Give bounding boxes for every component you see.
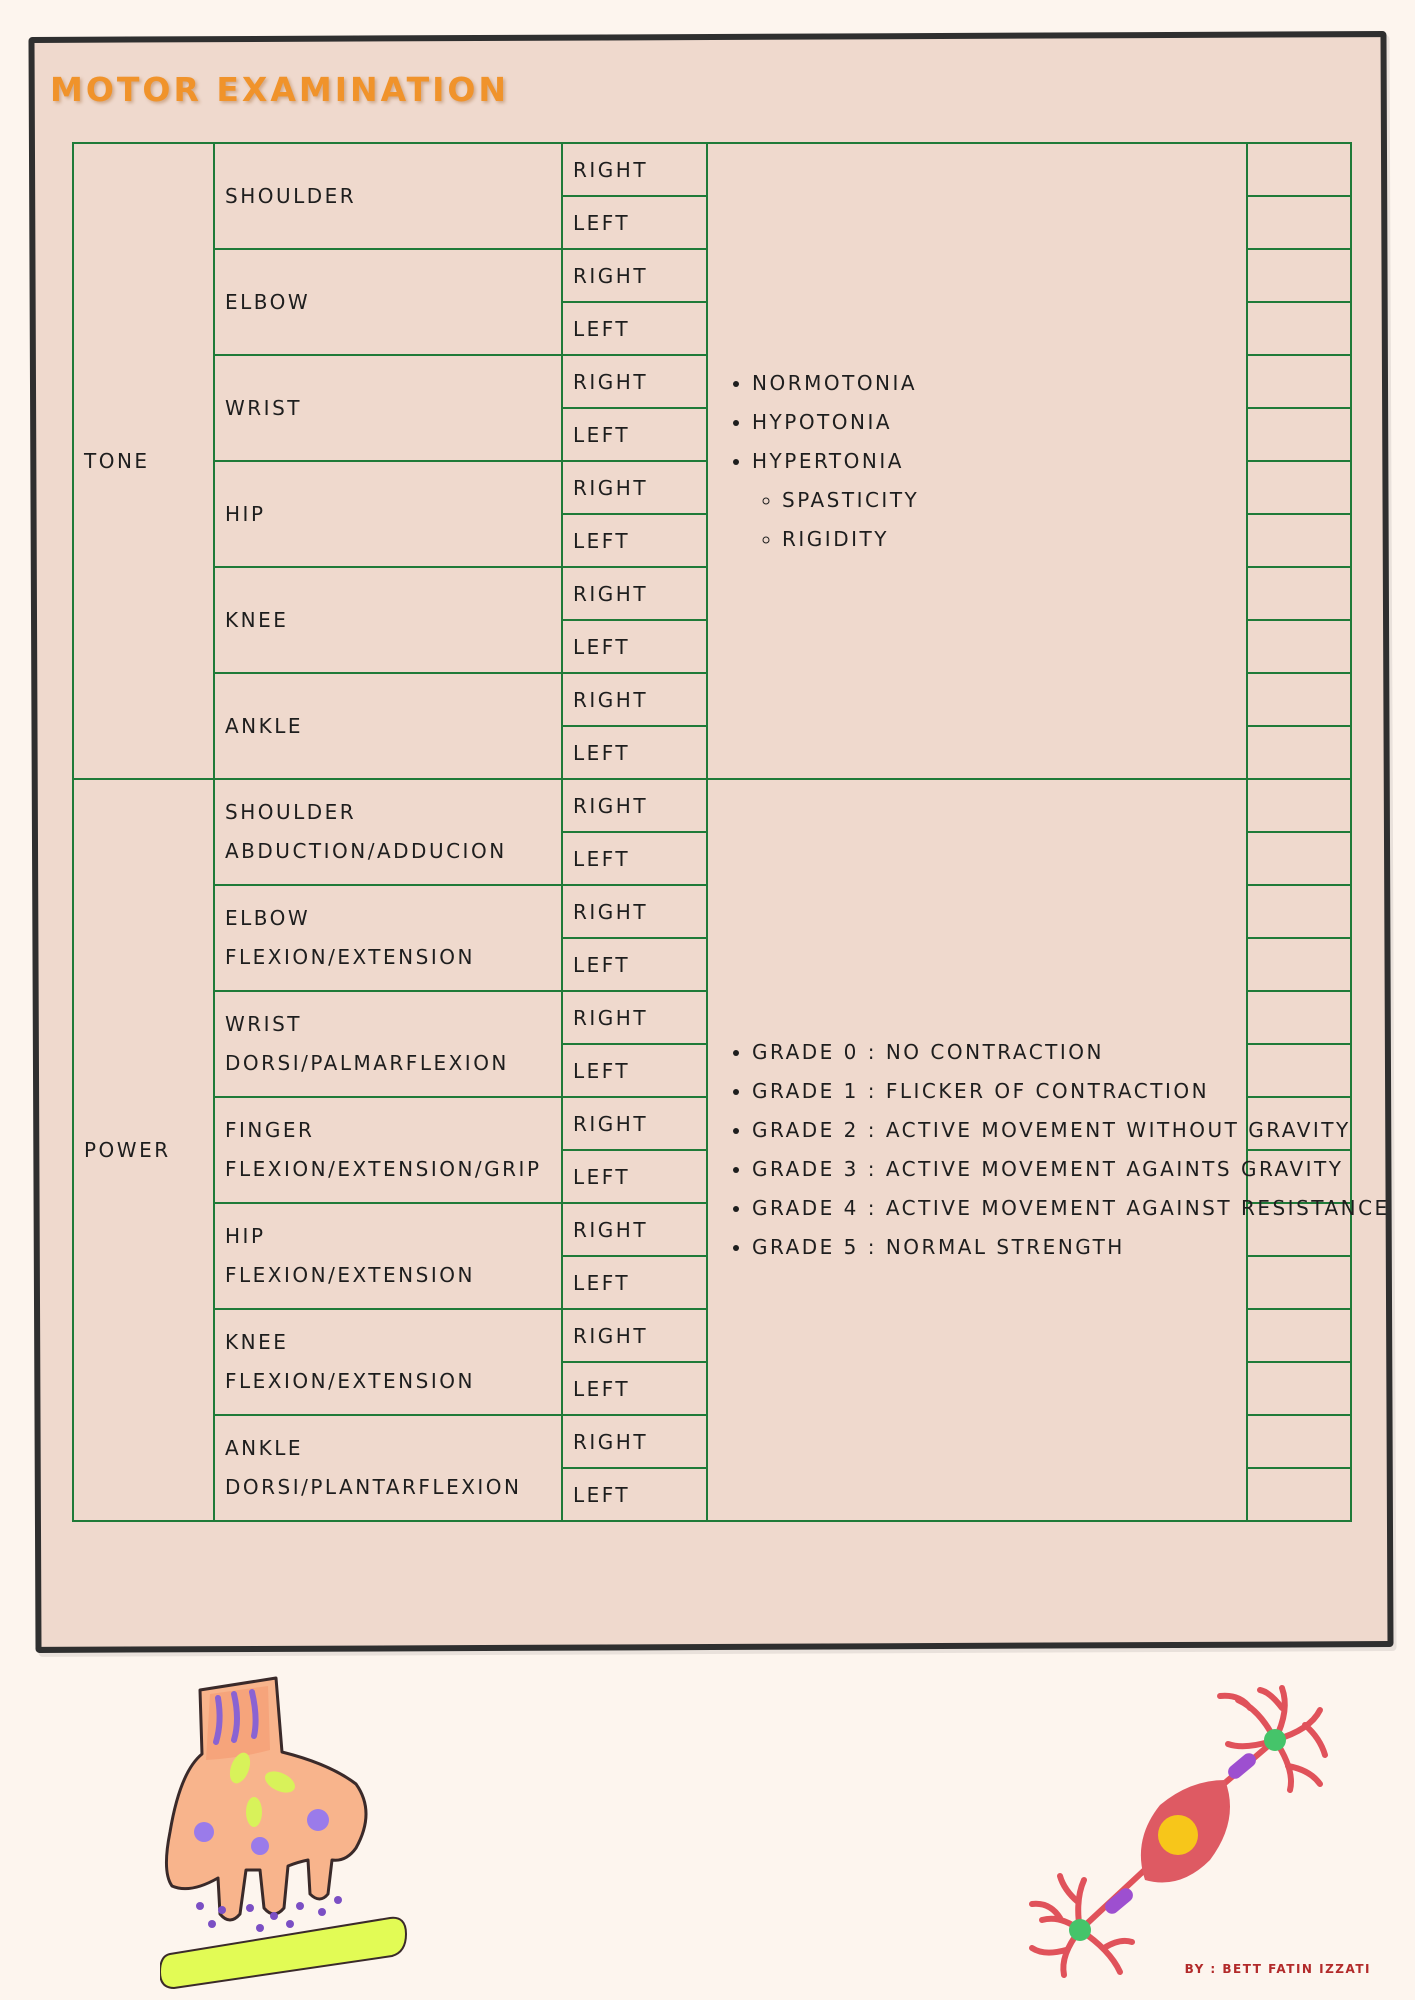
power-part-hip: [214, 1203, 562, 1309]
side-label: LEFT: [562, 302, 707, 355]
side-label: RIGHT: [562, 991, 707, 1044]
tone-part-ankle: ANKLE: [214, 673, 562, 779]
tone-part-wrist: WRIST: [214, 355, 562, 461]
side-label: LEFT: [562, 1044, 707, 1097]
result-entry-cell[interactable]: [1247, 1044, 1351, 1097]
power-part-shoulder: [214, 779, 562, 885]
tone-option: • HYPOTONIA: [752, 403, 1236, 442]
tone-category-label: TONE: [73, 143, 214, 779]
side-label: RIGHT: [562, 673, 707, 726]
table-row: [73, 143, 1351, 196]
side-label: RIGHT: [562, 1415, 707, 1468]
tone-sub-option: ◦ RIGIDITY: [782, 520, 1236, 559]
side-label: RIGHT: [562, 249, 707, 302]
result-entry-cell[interactable]: [1247, 461, 1351, 514]
side-label: RIGHT: [562, 1309, 707, 1362]
power-part-knee: [214, 1309, 562, 1415]
result-entry-cell[interactable]: [1247, 514, 1351, 567]
power-part-name: SHOULDER: [225, 800, 357, 824]
result-entry-cell[interactable]: [1247, 779, 1351, 832]
tone-option: • NORMOTONIA: [752, 364, 1236, 403]
power-part-ankle: [214, 1415, 562, 1521]
power-part-movement: FLEXION/EXTENSION/GRIP: [225, 1157, 542, 1181]
tone-options-cell: [707, 143, 1247, 779]
power-part-movement: DORSI/PLANTARFLEXION: [225, 1475, 522, 1499]
power-grades-cell: [707, 779, 1390, 1521]
result-entry-cell[interactable]: [1247, 885, 1351, 938]
side-label: LEFT: [562, 408, 707, 461]
side-label: LEFT: [562, 938, 707, 991]
result-entry-cell[interactable]: [1247, 1309, 1351, 1362]
result-entry-cell[interactable]: [1247, 1362, 1351, 1415]
result-entry-cell[interactable]: [1247, 726, 1351, 779]
tone-part-hip: HIP: [214, 461, 562, 567]
power-part-wrist: [214, 991, 562, 1097]
result-entry-cell[interactable]: [1247, 938, 1351, 991]
power-part-movement: FLEXION/EXTENSION: [225, 1369, 475, 1393]
power-part-elbow: [214, 885, 562, 991]
result-entry-cell[interactable]: [1247, 620, 1351, 673]
power-part-movement: FLEXION/EXTENSION: [225, 945, 475, 969]
result-entry-cell[interactable]: [1247, 673, 1351, 726]
table-row: [73, 779, 1351, 832]
result-entry-cell[interactable]: [1247, 249, 1351, 302]
result-entry-cell[interactable]: [1247, 832, 1351, 885]
power-part-name: HIP: [225, 1224, 266, 1248]
result-entry-cell[interactable]: [1247, 1415, 1351, 1468]
side-label: RIGHT: [562, 355, 707, 408]
side-label: LEFT: [562, 196, 707, 249]
side-label: LEFT: [562, 514, 707, 567]
result-entry-cell[interactable]: [1247, 355, 1351, 408]
tone-sub-options-list: [752, 481, 1236, 559]
power-grades-list: [718, 1033, 1390, 1267]
power-grade: • GRADE 2 : ACTIVE MOVEMENT WITHOUT GRAVITY: [752, 1111, 1236, 1150]
power-part-name: FINGER: [225, 1118, 315, 1142]
side-label: LEFT: [562, 832, 707, 885]
power-part-name: WRIST: [225, 1012, 302, 1036]
side-label: RIGHT: [562, 1203, 707, 1256]
power-grade: • GRADE 0 : NO CONTRACTION: [752, 1033, 1236, 1072]
tone-option-label: HYPERTONIA: [752, 448, 904, 473]
side-label: LEFT: [562, 1468, 707, 1521]
tone-part-shoulder: SHOULDER: [214, 143, 562, 249]
tone-option: [752, 442, 1236, 559]
side-label: RIGHT: [562, 461, 707, 514]
result-entry-cell[interactable]: [1247, 196, 1351, 249]
power-part-finger: [214, 1097, 562, 1203]
tone-part-knee: KNEE: [214, 567, 562, 673]
result-entry-cell[interactable]: [1247, 1468, 1351, 1521]
power-grade: • GRADE 4 : ACTIVE MOVEMENT AGAINST RESISTANCE: [752, 1189, 1236, 1228]
power-grade: • GRADE 5 : NORMAL STRENGTH: [752, 1228, 1236, 1267]
side-label: RIGHT: [562, 885, 707, 938]
power-part-name: KNEE: [225, 1330, 289, 1354]
motor-exam-table: [72, 142, 1390, 1522]
power-part-name: ELBOW: [225, 906, 311, 930]
side-label: LEFT: [562, 726, 707, 779]
side-label: LEFT: [562, 1256, 707, 1309]
side-label: RIGHT: [562, 567, 707, 620]
side-label: RIGHT: [562, 779, 707, 832]
result-entry-cell[interactable]: [1247, 143, 1351, 196]
side-label: LEFT: [562, 1362, 707, 1415]
tone-options-list: [718, 364, 1236, 559]
side-label: RIGHT: [562, 1097, 707, 1150]
page-title: MOTOR EXAMINATION: [50, 70, 510, 109]
power-grade: • GRADE 3 : ACTIVE MOVEMENT AGAINTS GRAVITY: [752, 1150, 1236, 1189]
result-entry-cell[interactable]: [1247, 1256, 1351, 1309]
result-entry-cell[interactable]: [1247, 302, 1351, 355]
side-label: LEFT: [562, 620, 707, 673]
neuron-illustration: [1020, 1680, 1340, 1980]
side-label: RIGHT: [562, 143, 707, 196]
power-part-movement: FLEXION/EXTENSION: [225, 1263, 475, 1287]
tone-sub-option: ◦ SPASTICITY: [782, 481, 1236, 520]
result-entry-cell[interactable]: [1247, 991, 1351, 1044]
power-grade: • GRADE 1 : FLICKER OF CONTRACTION: [752, 1072, 1236, 1111]
power-part-name: ANKLE: [225, 1436, 304, 1460]
author-credit: BY : BETT FATIN IZZATI: [1184, 1962, 1371, 1976]
power-part-movement: ABDUCTION/ADDUCION: [225, 839, 507, 863]
power-category-label: POWER: [73, 779, 214, 1521]
synapse-illustration: [160, 1672, 410, 1992]
tone-part-elbow: ELBOW: [214, 249, 562, 355]
side-label: LEFT: [562, 1150, 707, 1203]
result-entry-cell[interactable]: [1247, 567, 1351, 620]
power-part-movement: DORSI/PALMARFLEXION: [225, 1051, 509, 1075]
result-entry-cell[interactable]: [1247, 408, 1351, 461]
